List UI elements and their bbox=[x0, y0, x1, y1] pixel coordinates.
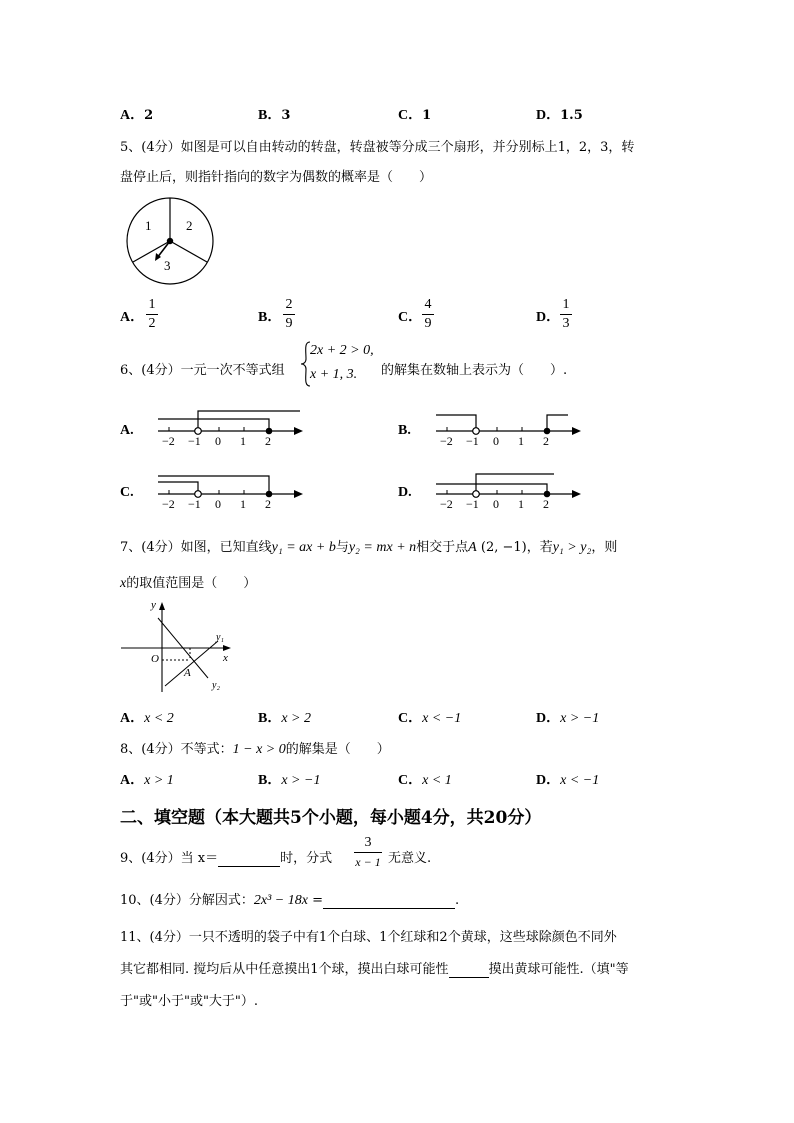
q5-option-c[interactable] bbox=[398, 306, 422, 326]
denominator: 9 bbox=[424, 316, 432, 331]
denominator: 9 bbox=[285, 316, 293, 331]
q5-stem-line1: 5、(4分）如图是可以自由转动的转盘，转盘被等分成三个扇形，并分别标上1，2，3，转 bbox=[120, 140, 635, 155]
svg-text:0: 0 bbox=[493, 497, 499, 511]
option-label: C． bbox=[398, 108, 423, 123]
numerator: 4 bbox=[424, 297, 432, 312]
y-axis-label: y bbox=[151, 599, 156, 611]
option-label: C． bbox=[398, 310, 423, 325]
q10-prefix: 10、(4分）分解因式： bbox=[120, 893, 254, 908]
q5-spinner-figure bbox=[124, 196, 216, 288]
svg-text:−1: −1 bbox=[188, 434, 201, 448]
svg-text:1: 1 bbox=[518, 434, 524, 448]
q10-expression: 2x³ − 18x bbox=[253, 893, 308, 908]
q10-end: . bbox=[455, 893, 460, 908]
q4-option-d[interactable] bbox=[536, 104, 583, 124]
q11-line2-part1: 其它都相同. 搅均后从中任意摸出1个球，摸出白球可能性 bbox=[120, 962, 449, 977]
q5-option-a[interactable] bbox=[120, 306, 144, 326]
point-a-label: A bbox=[184, 667, 191, 679]
svg-text:1: 1 bbox=[518, 497, 524, 511]
q10-equals: = bbox=[312, 893, 324, 908]
q8-prefix: 8、(4分）不等式： bbox=[120, 742, 233, 757]
option-label: A． bbox=[120, 773, 145, 788]
option-label: A. bbox=[120, 423, 134, 438]
numerator: 1 bbox=[562, 297, 570, 312]
option-label: D． bbox=[536, 711, 561, 726]
svg-text:−2: −2 bbox=[162, 497, 175, 511]
svg-text:−1: −1 bbox=[466, 497, 479, 511]
q9-stem bbox=[120, 847, 332, 867]
q5-option-a-fraction bbox=[146, 297, 158, 332]
option-value: 3 bbox=[281, 108, 291, 123]
option-label: D. bbox=[398, 485, 412, 500]
option-value: x > −1 bbox=[281, 773, 321, 788]
q10-stem bbox=[120, 889, 459, 909]
q5-stem-line2: 盘停止后，则指针指向的数字为偶数的概率是（ ） bbox=[120, 170, 433, 185]
option-value: x < 2 bbox=[144, 711, 174, 726]
svg-text:−2: −2 bbox=[440, 497, 453, 511]
q7-option-d[interactable] bbox=[536, 707, 599, 727]
option-label: A． bbox=[120, 108, 145, 123]
option-value: 1.5 bbox=[560, 108, 583, 123]
spinner-sector-1-label: 1 bbox=[145, 218, 152, 233]
q7-graph bbox=[118, 596, 240, 696]
q6-inequality-1: 2x + 2 > 0, bbox=[310, 343, 374, 358]
svg-text:2: 2 bbox=[265, 434, 271, 448]
denominator: x − 1 bbox=[355, 855, 381, 869]
svg-text:2: 2 bbox=[265, 497, 271, 511]
q5-option-b[interactable] bbox=[258, 306, 281, 326]
q8-option-d[interactable] bbox=[536, 769, 599, 789]
x-axis-arrow bbox=[223, 645, 231, 651]
option-label: B. bbox=[398, 423, 411, 438]
svg-text:−2: −2 bbox=[440, 434, 453, 448]
option-label: D． bbox=[536, 310, 561, 325]
option-value: x < −1 bbox=[560, 773, 600, 788]
q5-option-c-fraction bbox=[422, 297, 434, 332]
origin-label: O bbox=[151, 653, 159, 665]
q7-option-a[interactable] bbox=[120, 707, 174, 727]
option-value: 2 bbox=[144, 108, 154, 123]
option-label: D． bbox=[536, 108, 561, 123]
option-label: B． bbox=[258, 108, 282, 123]
q6-stem-suffix: 的解集在数轴上表示为（ ）. bbox=[381, 363, 568, 378]
section-2-heading: 二、填空题（本大题共5个小题，每小题4分，共20分） bbox=[120, 808, 542, 828]
fraction-bar bbox=[560, 314, 572, 315]
svg-text:1: 1 bbox=[240, 434, 246, 448]
fraction-bar bbox=[354, 852, 382, 853]
option-value: x > −1 bbox=[560, 711, 600, 726]
q4-option-a[interactable] bbox=[120, 104, 153, 124]
y2-line-label: y₂ bbox=[212, 680, 220, 691]
y-axis-arrow bbox=[159, 602, 165, 610]
q9-suffix: 无意义. bbox=[388, 851, 432, 866]
svg-text:−1: −1 bbox=[466, 434, 479, 448]
fraction-bar bbox=[283, 314, 295, 315]
q7-condition: y₁ > y₂ bbox=[552, 540, 592, 555]
option-value: x < 1 bbox=[422, 773, 452, 788]
denominator: 3 bbox=[562, 316, 570, 331]
q6-option-d[interactable] bbox=[398, 485, 412, 501]
q6-option-d-number-line bbox=[428, 468, 588, 513]
q7-stem-line2 bbox=[120, 572, 256, 592]
option-value: 1 bbox=[422, 108, 432, 123]
q9-fraction bbox=[354, 835, 382, 870]
q7-suffix: ，则 bbox=[591, 540, 618, 555]
q6-option-a[interactable] bbox=[120, 423, 134, 439]
q4-option-b[interactable] bbox=[258, 104, 290, 124]
q9-answer-blank[interactable] bbox=[218, 851, 280, 867]
option-label: C． bbox=[398, 711, 423, 726]
q5-option-d[interactable] bbox=[536, 306, 560, 326]
option-label: A． bbox=[120, 711, 145, 726]
q8-option-a[interactable] bbox=[120, 769, 174, 789]
option-label: B． bbox=[258, 773, 282, 788]
q6-option-b-number-line bbox=[428, 405, 588, 450]
option-value: x < −1 bbox=[422, 711, 462, 726]
q11-stem-line2 bbox=[120, 958, 629, 978]
q9-prefix: 9、(4分）当 x＝ bbox=[120, 851, 219, 866]
q8-expression: 1 − x > 0 bbox=[232, 742, 286, 757]
q6-option-b[interactable] bbox=[398, 423, 411, 439]
q5-option-d-fraction bbox=[560, 297, 572, 332]
q4-option-c[interactable] bbox=[398, 104, 431, 124]
option-label: C. bbox=[120, 485, 134, 500]
q8-option-c[interactable] bbox=[398, 769, 452, 789]
q7-line-y2: y₂ = mx + n bbox=[348, 540, 417, 555]
q11-answer-blank[interactable] bbox=[449, 962, 489, 978]
option-value: x > 1 bbox=[144, 773, 174, 788]
numerator: 1 bbox=[148, 297, 156, 312]
x-axis-label: x bbox=[223, 652, 228, 664]
q7-option-c[interactable] bbox=[398, 707, 461, 727]
q7-coords: (2, −1)，若 bbox=[480, 540, 553, 555]
q7-point-a: A bbox=[468, 540, 477, 555]
q7-variable-x: x bbox=[120, 576, 127, 591]
q7-stem-line1 bbox=[120, 536, 617, 556]
q10-answer-blank[interactable] bbox=[323, 893, 455, 909]
q7-stem-end: 的取值范围是（ ） bbox=[126, 576, 257, 591]
svg-text:2: 2 bbox=[543, 434, 549, 448]
spinner-divider-right bbox=[170, 241, 207, 262]
q9-mid: 时，分式 bbox=[280, 851, 333, 866]
option-label: A． bbox=[120, 310, 145, 325]
denominator: 2 bbox=[148, 316, 156, 331]
numerator: 3 bbox=[364, 835, 372, 850]
q8-suffix: 的解集是（ ） bbox=[285, 742, 390, 757]
option-label: D． bbox=[536, 773, 561, 788]
q11-stem-line1: 11、(4分）一只不透明的袋子中有1个白球、1个红球和2个黄球，这些球除颜色不同外 bbox=[120, 930, 617, 945]
option-value: x > 2 bbox=[281, 711, 312, 726]
svg-text:−2: −2 bbox=[162, 434, 175, 448]
option-label: B． bbox=[258, 310, 282, 325]
fraction-bar bbox=[146, 314, 158, 315]
q7-text-intersect: 相交于点 bbox=[416, 540, 469, 555]
q7-line-y1: y₁ = ax + b bbox=[271, 540, 336, 555]
q8-stem bbox=[120, 738, 390, 758]
q6-option-c-number-line bbox=[150, 468, 310, 513]
y1-line-label: y₁ bbox=[216, 632, 224, 643]
svg-text:0: 0 bbox=[493, 434, 499, 448]
svg-text:2: 2 bbox=[543, 497, 549, 511]
numerator: 2 bbox=[285, 297, 293, 312]
svg-text:−1: −1 bbox=[188, 497, 201, 511]
q7-text-and: 与 bbox=[335, 540, 349, 555]
spinner-sector-3-label: 3 bbox=[164, 258, 171, 273]
svg-text:1: 1 bbox=[240, 497, 246, 511]
option-label: B． bbox=[258, 711, 282, 726]
svg-text:0: 0 bbox=[215, 434, 221, 448]
q8-option-b[interactable] bbox=[258, 769, 320, 789]
q6-option-a-number-line bbox=[150, 405, 310, 450]
q11-line2-part2: 摸出黄球可能性.（填"等 bbox=[488, 962, 629, 977]
q5-option-b-fraction bbox=[283, 297, 295, 332]
q11-stem-line3: 于"或"小于"或"大于"）. bbox=[120, 994, 259, 1009]
q6-inequality-2: x + 1, 3. bbox=[310, 367, 358, 382]
q7-option-b[interactable] bbox=[258, 707, 311, 727]
spinner-sector-2-label: 2 bbox=[186, 218, 193, 233]
svg-text:0: 0 bbox=[215, 497, 221, 511]
option-label: C． bbox=[398, 773, 423, 788]
q7-prefix: 7、(4分）如图，已知直线 bbox=[120, 540, 272, 555]
fraction-bar bbox=[422, 314, 434, 315]
q6-stem-prefix: 6、(4分）一元一次不等式组 bbox=[120, 363, 285, 378]
q6-option-c[interactable] bbox=[120, 485, 134, 501]
